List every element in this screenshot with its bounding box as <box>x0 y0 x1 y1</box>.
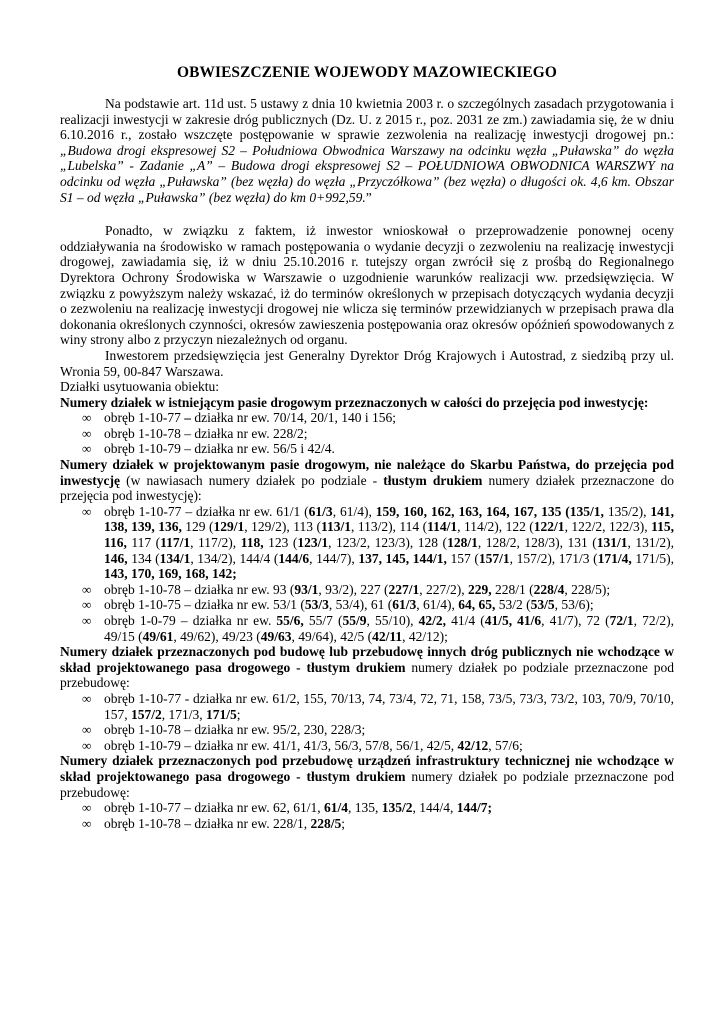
text-run: 157/2 <box>131 706 162 722</box>
text-run: 42/2, <box>418 613 447 628</box>
infinity-bullet-icon: ∞ <box>82 737 92 753</box>
text-run: 128/1 <box>447 535 478 551</box>
text-run: 61/3 <box>308 503 333 519</box>
text-run: numery działek po podziale przeznaczone pod przebudowę: <box>60 659 674 691</box>
text-run: 61/3 <box>392 597 417 613</box>
text-run: 144/7; <box>456 800 492 816</box>
document-title: OBWIESZCZENIE WOJEWODY MAZOWIECKIEGO <box>177 64 557 81</box>
text-run: , 117/2), <box>190 535 241 551</box>
list-item <box>60 722 674 738</box>
text-run: 114/1 <box>427 519 458 535</box>
infinity-bullet-icon: ∞ <box>82 441 92 457</box>
list-item <box>60 441 674 457</box>
text-run: , 93/2), 227 ( <box>318 581 389 597</box>
list-item <box>60 738 674 754</box>
text-run: , 157/2), 171/3 ( <box>509 550 598 566</box>
text-run: , 113/2), 114 ( <box>350 519 428 535</box>
text-run: ” <box>365 189 372 205</box>
text-run: , 41/7), 72 ( <box>541 613 610 628</box>
text-run: 159, 160, 162, 163, 164, 167, 135 (135/1, <box>375 503 604 519</box>
text-run: , 122/2, 122/3), <box>564 519 652 535</box>
list-item <box>60 426 674 442</box>
text-run: 131/1 <box>596 535 628 551</box>
text-run: 64, 65, <box>458 597 496 613</box>
text-run: 144/6 <box>278 550 310 566</box>
text-run: 227/1 <box>388 581 420 597</box>
text-run: działka nr ew. 70/14, 20/1, 140 i 156; <box>190 410 396 426</box>
text-run: obręb 1-10-78 – działka nr ew. 228/1, <box>104 815 311 831</box>
text-run: Inwestorem przedsięwzięcia jest Generalny Dyrektor Dróg Krajowych i Autostrad, z siedzibą przy ul. Wronia 59, 00-847 Warszawa. <box>60 347 674 379</box>
text-run: obręb 1-10-79 – działka nr ew. 56/5 i 42/4. <box>104 441 335 457</box>
text-run: numery działek przeznaczone do przejęcia pod inwestycję): <box>60 472 675 504</box>
text-run: 55/6, <box>276 613 304 628</box>
text-run: obręb 1-10-77 – działka nr ew. 61/1 ( <box>104 503 309 519</box>
text-run: , 61/4), <box>416 597 459 613</box>
list-item <box>60 613 674 644</box>
text-run: 129/1 <box>213 519 245 535</box>
list-item <box>60 582 674 598</box>
text-run: Na podstawie art. 11d ust. 5 ustawy z dnia 10 kwietnia 2003 r. o szczególnych zasadach przygotowania i realizacji inwestycji w zakresie dróg publicznych (Dz. U. z 2015 r., poz. 2031 ze zm.) zawiadamia się, że w dniu 6.10.2016 r., zostało wszczęte postępowanie w sprawie zezwolenia na realizację inwestycji drogowej pn.: <box>60 96 674 143</box>
text-run: 72/1 <box>609 613 634 628</box>
text-run: 134/1 <box>159 550 191 566</box>
text-run: 129 ( <box>181 519 214 535</box>
text-run: 123/1 <box>297 535 329 551</box>
list-item <box>60 800 674 816</box>
text-run: Numery działek przeznaczonych pod budowę lub przebudowę innych dróg publicznych nie wchodzące w skład projektowanego pasa drogowego - tłustym drukiem <box>60 644 674 675</box>
text-run: 171/5), <box>631 550 674 566</box>
text-run: 135/2), <box>603 503 651 519</box>
text-run: , 53/4), 61 ( <box>328 597 393 613</box>
text-run: , 135, <box>347 800 382 816</box>
text-run: 143, 170, 169, 168, 142; <box>104 566 237 582</box>
text-run: ; <box>236 706 241 722</box>
text-run: , 123/2, 123/3), 128 ( <box>328 535 448 551</box>
infinity-bullet-icon: ∞ <box>82 613 92 628</box>
text-run: obręb 1-10-78 – działka nr ew. 95/2, 230, 228/3; <box>104 722 366 738</box>
text-run: , 114/2), 122 ( <box>457 519 534 535</box>
text-run: 117 ( <box>126 535 161 551</box>
text-run: 53/2 ( <box>495 597 531 613</box>
text-run: 55/9 <box>342 613 367 628</box>
text-run: , 131/2), <box>627 535 675 551</box>
text-run: , 72/2), 49/15 ( <box>104 613 674 644</box>
text-run: obręb 1-10-77 – działka nr ew. 62, 61/1, <box>104 800 324 816</box>
paragraph-investor <box>60 348 674 379</box>
paragraph-legal-basis <box>60 96 674 205</box>
text-run: 122/1 <box>533 519 565 535</box>
text-run: 41/4 ( <box>446 613 485 628</box>
text-run: obręb 1-0-79 – działka nr ew. <box>104 613 277 628</box>
text-run: „Budowa drogi ekspresowej S2 – Południowa Obwodnica Warszawy na odcinku węzła „Puławska” do węzła „Lubelska” - Zadanie „A” – Budowa drogi ekspresowej S2 – POŁUDNIOWA OBWODNICA WARSZWY na odcinku od węzła „Puławska” (bez węzła) do węzła „Przyczółkowa” (bez węzła) o długości ok. 4,6 km. Obszar S1 – od węzła „Puławska” (bez węzła) do km 0+992,59. <box>60 142 674 205</box>
text-run: , 134/2), 144/4 ( <box>190 550 279 566</box>
text-run: , 57/6; <box>488 737 523 753</box>
text-run: obręb 1-10-77 - działka nr ew. 61/2, 155, 70/13, 74, 73/4, 72, 71, 158, 73/5, 73/3, 73/2, 103, 70/9, 70/10, 157, <box>104 690 674 722</box>
text-run: , 129/2), 113 ( <box>244 519 321 535</box>
infinity-bullet-icon: ∞ <box>82 800 92 816</box>
text-run: ; <box>341 815 345 831</box>
text-run: 115, 116, <box>104 519 674 551</box>
plot-sections <box>60 395 674 832</box>
text-run: 61/4 <box>323 800 348 816</box>
infinity-bullet-icon: ∞ <box>82 503 92 519</box>
text-run: 171/5 <box>206 706 237 722</box>
text-run: Działki usytuowania obiektu: <box>60 379 219 395</box>
section-heading <box>60 395 674 411</box>
text-run: 42/11 <box>372 628 403 644</box>
infinity-bullet-icon: ∞ <box>82 815 92 831</box>
section-heading <box>60 644 674 691</box>
text-run: , 49/62), 49/23 ( <box>173 628 261 644</box>
text-run: , 53/6); <box>554 597 594 613</box>
paragraph-environmental-assessment <box>60 223 674 348</box>
list-item <box>60 816 674 832</box>
infinity-bullet-icon: ∞ <box>82 581 92 597</box>
text-run: 171/4, <box>597 550 632 566</box>
text-run: numery działek po podziale przeznaczone pod przebudowę: <box>60 768 674 800</box>
text-run: 157/1 <box>478 550 510 566</box>
text-run: 228/5 <box>310 815 342 831</box>
text-run: , 128/2, 128/3), 131 ( <box>477 535 597 551</box>
text-run: , 227/2), <box>419 581 468 597</box>
text-run: obręb 1-10-78 – działka nr ew. 93 ( <box>104 581 295 597</box>
infinity-bullet-icon: ∞ <box>82 425 92 441</box>
text-run: obręb 1-10-77 <box>104 410 185 426</box>
text-run: (w nawiasach numery działek po podziale - <box>119 472 384 488</box>
section-heading <box>60 457 674 504</box>
document-page <box>60 64 674 831</box>
section-heading <box>60 753 674 800</box>
infinity-bullet-icon: ∞ <box>82 722 92 738</box>
text-run: 157 ( <box>446 550 479 566</box>
text-run: obręb 1-10-79 – działka nr ew. 41/1, 41/3, 56/3, 57/8, 56/1, 42/5, <box>104 737 458 753</box>
text-run: 228/4 <box>533 581 565 597</box>
text-run: 123 ( <box>263 535 298 551</box>
text-run: 117/1 <box>160 535 191 551</box>
text-run: 135/2 <box>381 800 413 816</box>
text-run: 93/1 <box>294 581 319 597</box>
text-run: 146, <box>104 550 128 566</box>
text-run: 137, 145, 144/1, <box>358 550 447 566</box>
text-run: Numery działek w projektowanym pasie drogowym, nie należące do Skarbu Państwa, do przejęcia pod inwestycję <box>60 457 674 488</box>
text-run: , 61/4), <box>332 503 376 519</box>
plot-list <box>60 410 674 457</box>
list-item <box>60 597 674 613</box>
infinity-bullet-icon: ∞ <box>82 597 92 613</box>
text-run: , 228/5); <box>564 581 611 597</box>
text-run: 118, <box>240 535 264 551</box>
list-item <box>60 410 674 426</box>
text-run: 41/5, 41/6 <box>484 613 542 628</box>
text-run: 134 ( <box>127 550 160 566</box>
text-run: , 42/12); <box>402 628 448 644</box>
text-run: Numery działek przeznaczonych pod przebudowę urządzeń infrastruktury technicznej nie wchodzące w skład projektowanego pasa drogowego - tłustym drukiem <box>60 753 674 784</box>
text-run: – <box>184 410 191 426</box>
text-run: 49/61 <box>142 628 174 644</box>
text-run: 53/5 <box>530 597 555 613</box>
text-run: Ponadto, w związku z faktem, iż inwestor wnioskował o przeprowadzenie ponownej oceny oddziaływania na środowisko w ramach postępowania o wydanie decyzji o zezwoleniu na realizację inwestycji drogowej, zawiadamia się, iż w dniu 25.10.2016 r. tutejszy organ zwrócił się z prośbą do Regionalnego Dyrektora Ochrony Środowiska w Warszawie o uzgodnienie warunków realizacji ww. przedsięwzięcia. W związku z powyższym należy wskazać, iż do terminów określonych w przepisach dotyczących wydania decyzji o zezwoleniu na realizację inwestycji drogowej nie wlicza się terminów przewidzianych w przepisach prawa dla dokonania określonych czynności, okresów zawieszenia postępowania oraz okresów opóźnień spowodowanych z winy strony albo z przyczyn niezależnych od organu. <box>60 223 674 348</box>
list-item <box>60 504 674 582</box>
text-run: 229, <box>467 581 492 597</box>
text-run: 228/1 ( <box>491 581 534 597</box>
text-run: Numery działek w istniejącym pasie drogowym przeznaczonych w całości do przejęcia pod inwestycję: <box>60 394 649 410</box>
text-run: 49/63 <box>260 628 292 644</box>
text-run: , 144/4, <box>412 800 457 816</box>
text-run: 42/12 <box>457 737 489 753</box>
list-item <box>60 691 674 722</box>
infinity-bullet-icon: ∞ <box>82 690 92 706</box>
plot-list <box>60 800 674 831</box>
paragraph-plots-intro <box>60 379 674 395</box>
text-run: 55/7 ( <box>303 613 343 628</box>
infinity-bullet-icon: ∞ <box>82 410 92 426</box>
text-run: , 49/64), 42/5 ( <box>291 628 373 644</box>
text-run: obręb 1-10-78 – działka nr ew. 228/2; <box>104 425 308 441</box>
text-run: , 55/10), <box>366 613 419 628</box>
text-run: tłustym drukiem <box>383 472 483 488</box>
text-run: , 144/7), <box>309 550 359 566</box>
text-run: 53/3 <box>304 597 329 613</box>
plot-list <box>60 691 674 753</box>
text-run: , 171/3, <box>161 706 207 722</box>
text-run: 113/1 <box>320 519 351 535</box>
text-run: 141, 138, 139, 136, <box>104 503 675 535</box>
plot-list <box>60 504 674 644</box>
text-run: obręb 1-10-75 – działka nr ew. 53/1 ( <box>104 597 305 613</box>
